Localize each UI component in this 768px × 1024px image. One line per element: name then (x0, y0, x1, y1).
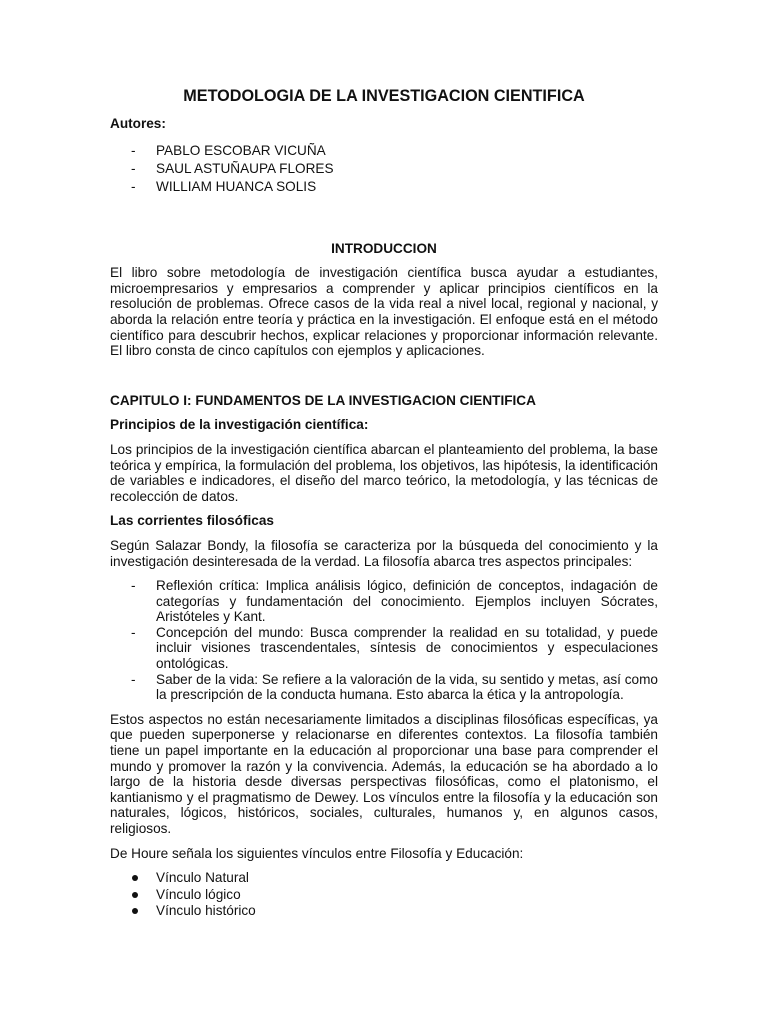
bullet-icon (132, 892, 138, 898)
author-name: WILLIAM HUANCA SOLIS (156, 178, 317, 194)
authors-list (110, 142, 658, 196)
houre-intro-paragraph: De Houre señala los siguientes vínculos entre Filosofía y Educación: (110, 845, 524, 861)
bullet-icon (132, 908, 138, 914)
dash-marker: - (131, 578, 136, 594)
dash-marker: - (131, 160, 136, 176)
link-text: Vínculo histórico (156, 903, 256, 918)
principles-heading: Principios de la investigación científica: (110, 417, 369, 433)
link-item (110, 887, 658, 903)
dash-marker: - (131, 624, 136, 640)
link-text: Vínculo lógico (156, 886, 241, 902)
aspect-text: Concepción del mundo: Busca comprender la realidad en su totalidad, y puede incluir visiones trascendentales, síntesis de conocimientos y especulaciones ontológicas. (156, 624, 658, 672)
currents-heading: Las corrientes filosóficas (110, 513, 274, 529)
chapter-heading: CAPITULO I: FUNDAMENTOS DE LA INVESTIGACION CIENTIFICA (110, 392, 536, 408)
principles-paragraph: Los principios de la investigación científica abarcan el planteamiento del problema, la base teórica y empírica, la formulación del problema, los objetivos, las hipótesis, la identificación de variables e indicadores, el diseño del marco teórico, la metodología, y las técnicas de recolección de datos. (110, 441, 658, 504)
author-item (110, 178, 658, 196)
introduction-paragraph: El libro sobre metodología de investigación científica busca ayudar a estudiantes, microempresarios y empresarios a comprender y aplicar principios científicos en la resolución de problemas. Ofrece casos de la vida real a nivel local, regional y nacional, y aborda la relación entre teoría y práctica en la investigación. El enfoque está en el método científico para descubrir hechos, explicar relaciones y proporcionar información relevante. El libro consta de cinco capítulos con ejemplos y aplicaciones. (110, 265, 658, 359)
document-page (110, 86, 658, 919)
link-text: Vínculo Natural (156, 870, 249, 886)
link-item (110, 870, 658, 886)
document-title: METODOLOGIA DE LA INVESTIGACION CIENTIFICA (183, 87, 585, 105)
aspects-list (110, 578, 658, 703)
aspect-text: Saber de la vida: Se refiere a la valoración de la vida, su sentido y metas, así como la prescripción de la conducta humana. Esto abarca la ética y la antropología. (156, 671, 658, 703)
bullet-icon (132, 875, 138, 881)
aspects-followup-paragraph: Estos aspectos no están necesariamente limitados a disciplinas filosóficas específicas, ya que pueden superponerse y relacionarse en diferentes contextos. La filosofía también tiene un papel importante en la educación al proporcionar una base para comprender el mundo y promover la razón y la convivencia. Además, la educación se ha abordado a lo largo de la historia desde diversas perspectivas filosóficas, como el platonismo, el kantianismo y el pragmatismo de Dewey. Los vínculos entre la filosofía y la educación son naturales, lógicos, históricos, sociales, culturales, humanos y, en algunos casos, religiosos. (110, 711, 658, 836)
dash-marker: - (131, 671, 136, 687)
introduction-heading: INTRODUCCION (331, 240, 437, 256)
link-item (110, 903, 658, 919)
author-item (110, 142, 658, 160)
aspect-item (110, 672, 658, 703)
dash-marker: - (131, 142, 136, 158)
links-list (110, 870, 658, 919)
author-name: SAUL ASTUÑAUPA FLORES (156, 160, 334, 176)
dash-marker: - (131, 178, 136, 194)
aspect-text: Reflexión crítica: Implica análisis lógico, definición de conceptos, indagación de categorías y fundamentación del conocimiento. Ejemplos incluyen Sócrates, Aristóteles y Kant. (156, 578, 658, 625)
authors-label: Autores: (110, 116, 166, 131)
author-item (110, 160, 658, 178)
aspect-item (110, 625, 658, 672)
aspect-item (110, 578, 658, 625)
currents-paragraph: Según Salazar Bondy, la filosofía se caracteriza por la búsqueda del conocimiento y la investigación desinteresada de la verdad. La filosofía abarca tres aspectos principales: (110, 537, 658, 569)
author-name: PABLO ESCOBAR VICUÑA (156, 142, 326, 158)
